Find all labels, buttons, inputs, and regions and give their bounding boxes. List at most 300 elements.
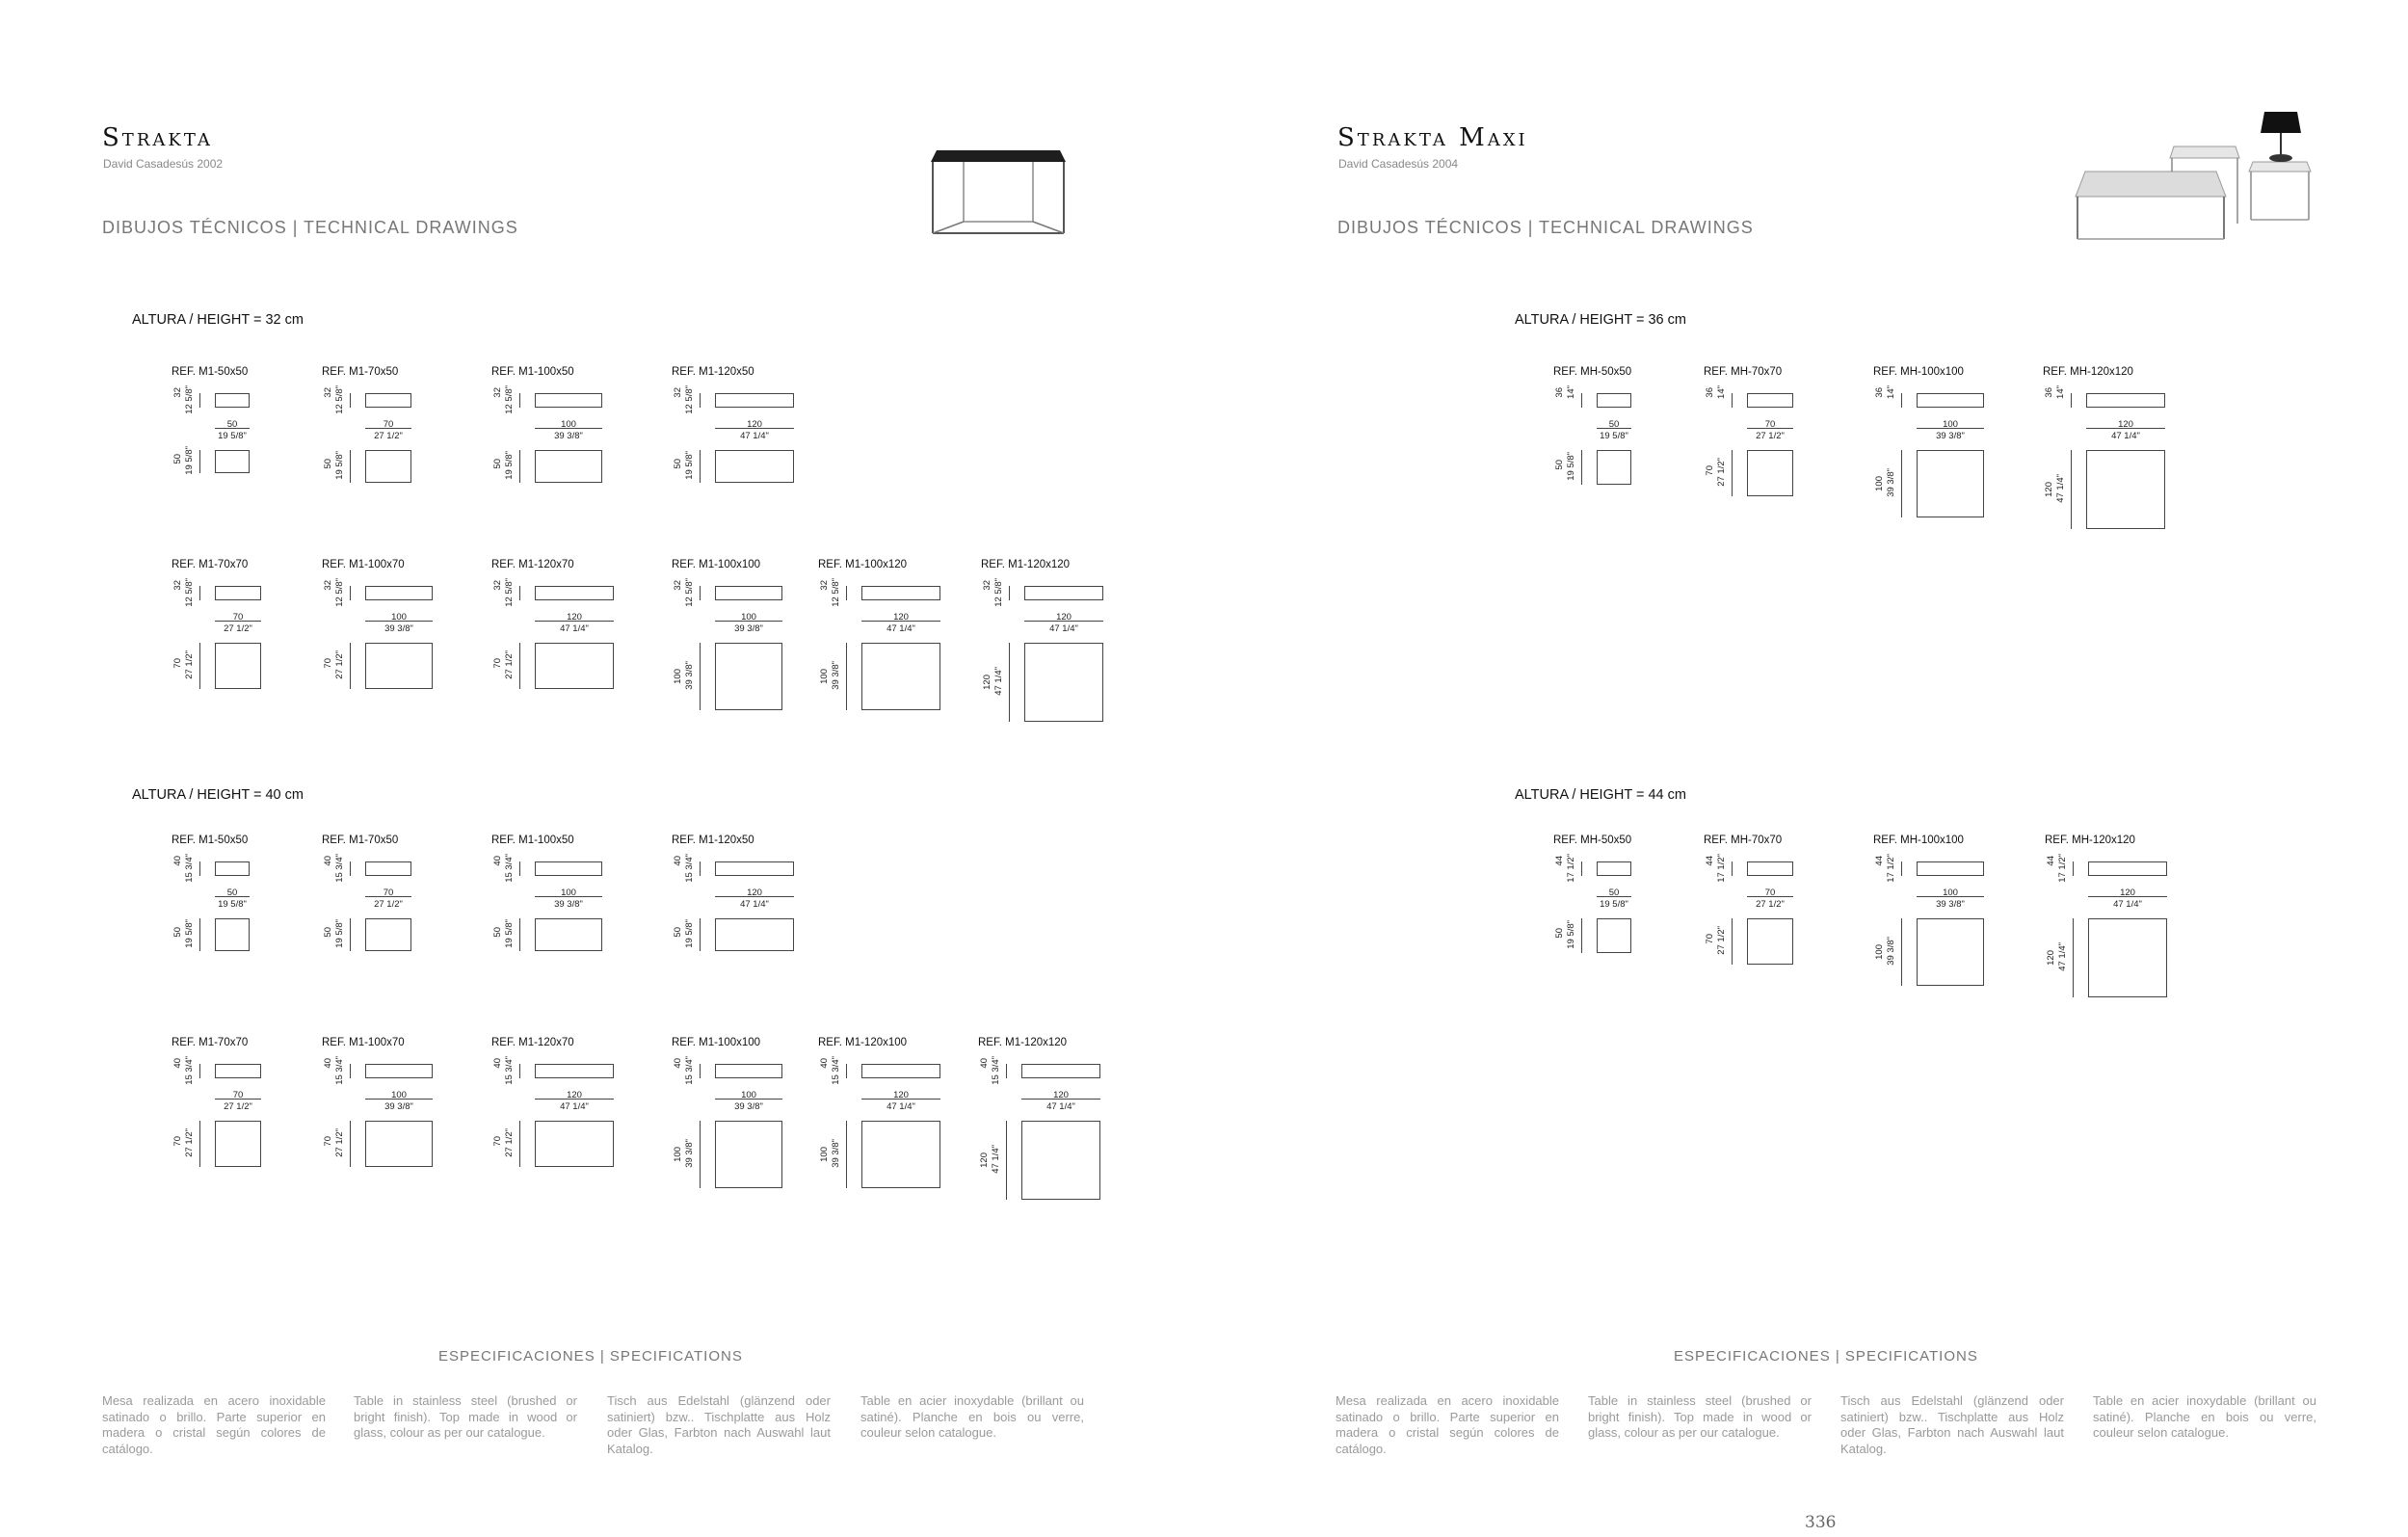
width-cm-label: 120 (567, 612, 582, 623)
depth-cm-label: 50 (1554, 928, 1565, 939)
width-in-label: 47 1/4" (2111, 431, 2140, 441)
width-cm-label: 100 (561, 419, 576, 430)
drawing-item (172, 1037, 326, 1157)
height-in-label: 14" (1566, 385, 1576, 399)
width-cm-label: 100 (741, 612, 756, 623)
depth-cm-label: 120 (979, 1153, 990, 1168)
height-in-label: 15 3/4" (991, 1056, 1001, 1085)
elevation-rect (715, 1064, 782, 1078)
drawing-item (672, 1037, 826, 1168)
drawing-item (491, 835, 646, 955)
depth-cm-label: 50 (172, 927, 183, 938)
width-cm-label: 120 (893, 1090, 909, 1100)
depth-in-label: 27 1/2" (1716, 458, 1727, 487)
drawing-item (1704, 835, 1858, 955)
width-in-label: 47 1/4" (560, 623, 589, 634)
drawing-item (818, 559, 972, 690)
depth-arrow (519, 1121, 520, 1167)
elevation-rect (861, 586, 940, 600)
height-arrow (2073, 861, 2074, 876)
width-cm-label: 120 (1053, 1090, 1069, 1100)
reference-label: REF. MH-100x100 (1873, 366, 1964, 378)
plan-rect (715, 450, 794, 483)
depth-cm-label: 120 (982, 675, 992, 690)
spec-de: Tisch aus Edelstahl (glänzend oder satiniert) bzw.. Tischplatte aus Holz oder Glas, Farbton nach Auswahl laut Katalog. (607, 1393, 831, 1456)
height-in-label: 14" (1716, 385, 1727, 399)
plan-rect (2088, 918, 2167, 997)
height-arrow (519, 393, 520, 408)
width-cm-label: 70 (1764, 419, 1776, 430)
width-cm-label: 120 (893, 612, 909, 623)
reference-label: REF. M1-100x50 (491, 835, 574, 846)
height-cm-label: 32 (492, 387, 503, 398)
spec-de: Tisch aus Edelstahl (glänzend oder satiniert) bzw.. Tischplatte aus Holz oder Glas, Farbton nach Auswahl laut Katalog. (1840, 1393, 2064, 1456)
plan-rect (365, 643, 433, 689)
depth-in-label: 19 5/8" (184, 919, 195, 948)
height-in-label: 14" (2055, 385, 2066, 399)
drawing-item (1704, 366, 1858, 487)
depth-cm-label: 70 (172, 1136, 183, 1147)
elevation-rect (2086, 393, 2165, 408)
height-cm-label: 40 (673, 1058, 683, 1069)
elevation-rect (1917, 861, 1984, 876)
depth-in-label: 19 5/8" (504, 919, 515, 948)
height-in-label: 15 3/4" (334, 1056, 345, 1085)
height-in-label: 12 5/8" (184, 385, 195, 414)
width-cm-label: 70 (232, 612, 244, 623)
width-in-label: 19 5/8" (218, 431, 247, 441)
depth-cm-label: 50 (172, 454, 183, 464)
width-in-label: 47 1/4" (1046, 1101, 1075, 1112)
drawing-item (1873, 835, 2027, 966)
depth-cm-label: 100 (1874, 476, 1885, 491)
drawing-item (1553, 366, 1707, 487)
height-cm-label: 40 (979, 1058, 990, 1069)
height-in-label: 15 3/4" (684, 1056, 695, 1085)
spec-fr: Table en acier inoxydable (brillant ou satiné). Planche en bois ou verre, couleur selon catalogue. (860, 1393, 1084, 1440)
height-arrow (2071, 393, 2072, 408)
height-arrow (1009, 586, 1010, 600)
depth-in-label: 39 3/8" (684, 661, 695, 690)
width-in-label: 27 1/2" (224, 623, 252, 634)
spec-fr: Table en acier inoxydable (brillant ou satiné). Planche en bois ou verre, couleur selon catalogue. (2093, 1393, 2316, 1440)
depth-cm-label: 100 (819, 1147, 830, 1162)
drawing-item (322, 1037, 476, 1157)
elevation-rect (535, 1064, 614, 1078)
height-arrow (519, 586, 520, 600)
width-in-label: 39 3/8" (1936, 431, 1965, 441)
depth-arrow (199, 1121, 200, 1167)
drawing-item (172, 559, 326, 679)
width-in-label: 27 1/2" (374, 899, 403, 910)
page-title-strakta: Strakta (102, 123, 213, 152)
height-arrow (700, 861, 701, 876)
depth-in-label: 27 1/2" (184, 650, 195, 679)
elevation-rect (1597, 393, 1631, 408)
depth-arrow (846, 1121, 847, 1188)
drawing-item (1873, 366, 2027, 497)
plan-rect (535, 450, 602, 483)
plan-rect (715, 918, 794, 951)
reference-label: REF. M1-100x70 (322, 559, 405, 570)
elevation-rect (2088, 861, 2167, 876)
plan-rect (365, 450, 411, 483)
spec-es: Mesa realizada en acero inoxidable satinado o brillo. Parte superior en madera o cristal según colores de catálogo. (1336, 1393, 1559, 1456)
height-cm-label: 40 (673, 856, 683, 866)
drawing-item (172, 366, 326, 487)
height-in-label: 14" (1886, 385, 1896, 399)
elevation-rect (715, 861, 794, 876)
height-arrow (199, 586, 200, 600)
width-in-label: 27 1/2" (1756, 431, 1785, 441)
depth-arrow (1006, 1121, 1007, 1200)
depth-arrow (700, 450, 701, 483)
spec-en: Table in stainless steel (brushed or bright finish). Top made in wood or glass, colour as per our catalogue. (1588, 1393, 1812, 1440)
width-cm-label: 120 (1056, 612, 1072, 623)
height-in-label: 12 5/8" (504, 578, 515, 607)
strakta-table-photo (925, 145, 1072, 241)
depth-in-label: 47 1/4" (2055, 474, 2066, 503)
drawing-item (491, 1037, 646, 1157)
width-in-label: 27 1/2" (224, 1101, 252, 1112)
drawing-item (981, 559, 1135, 696)
reference-label: REF. MH-70x70 (1704, 366, 1783, 378)
height-cm-label: 40 (323, 1058, 333, 1069)
plan-rect (1747, 918, 1793, 965)
reference-label: REF. M1-100x50 (491, 366, 574, 378)
height-cm-label: 36 (1705, 387, 1715, 398)
drawing-item (818, 1037, 972, 1168)
width-cm-label: 50 (226, 888, 238, 898)
designer-credit: David Casadesús 2002 (103, 157, 224, 171)
height-label-40: ALTURA / HEIGHT = 40 cm (132, 787, 304, 803)
height-cm-label: 44 (1874, 856, 1885, 866)
depth-cm-label: 50 (1554, 460, 1565, 470)
reference-label: REF. M1-120x120 (981, 559, 1071, 570)
height-arrow (1581, 861, 1582, 876)
width-in-label: 39 3/8" (554, 899, 583, 910)
height-in-label: 12 5/8" (831, 578, 841, 607)
height-cm-label: 32 (323, 580, 333, 591)
technical-drawings-heading: DIBUJOS TÉCNICOS | TECHNICAL DRAWINGS (102, 218, 518, 237)
width-cm-label: 70 (383, 888, 394, 898)
height-arrow (700, 393, 701, 408)
plan-rect (1747, 450, 1793, 496)
depth-in-label: 39 3/8" (831, 1139, 841, 1168)
plan-rect (535, 1121, 614, 1167)
elevation-rect (215, 586, 261, 600)
height-arrow (199, 393, 200, 408)
height-cm-label: 32 (323, 387, 333, 398)
drawing-item (672, 366, 826, 487)
depth-arrow (1732, 450, 1733, 496)
height-cm-label: 32 (819, 580, 830, 591)
depth-in-label: 19 5/8" (1566, 452, 1576, 481)
plan-rect (1917, 450, 1984, 517)
drawing-item (672, 835, 826, 955)
reference-label: REF. M1-70x50 (322, 366, 399, 378)
height-cm-label: 32 (673, 580, 683, 591)
depth-in-label: 27 1/2" (334, 650, 345, 679)
depth-arrow (1901, 450, 1902, 517)
width-in-label: 47 1/4" (886, 623, 915, 634)
width-in-label: 19 5/8" (1600, 431, 1628, 441)
depth-arrow (1581, 918, 1582, 953)
height-cm-label: 36 (2044, 387, 2054, 398)
width-in-label: 39 3/8" (384, 623, 413, 634)
depth-arrow (519, 918, 520, 951)
width-cm-label: 120 (747, 419, 762, 430)
elevation-rect (365, 1064, 433, 1078)
width-cm-label: 120 (567, 1090, 582, 1100)
height-cm-label: 40 (323, 856, 333, 866)
width-in-label: 47 1/4" (886, 1101, 915, 1112)
plan-rect (365, 918, 411, 951)
elevation-rect (1021, 1064, 1100, 1078)
depth-arrow (1009, 643, 1010, 722)
depth-cm-label: 120 (2046, 950, 2056, 966)
depth-in-label: 47 1/4" (993, 667, 1004, 696)
height-arrow (700, 586, 701, 600)
height-arrow (350, 393, 351, 408)
elevation-rect (715, 393, 794, 408)
specifications-heading: ESPECIFICACIONES | SPECIFICATIONS (438, 1348, 743, 1365)
height-in-label: 12 5/8" (504, 385, 515, 414)
height-cm-label: 32 (982, 580, 992, 591)
depth-arrow (700, 918, 701, 951)
elevation-rect (1024, 586, 1103, 600)
elevation-rect (1747, 861, 1793, 876)
page-number: 336 (1805, 1513, 1837, 1532)
height-cm-label: 32 (673, 387, 683, 398)
plan-rect (1917, 918, 1984, 986)
depth-cm-label: 70 (323, 1136, 333, 1147)
plan-rect (861, 1121, 940, 1188)
height-cm-label: 40 (819, 1058, 830, 1069)
elevation-rect (535, 586, 614, 600)
height-cm-label: 40 (492, 856, 503, 866)
height-cm-label: 36 (1874, 387, 1885, 398)
width-cm-label: 100 (1943, 888, 1958, 898)
reference-label: REF. M1-120x50 (672, 366, 754, 378)
height-label-44: ALTURA / HEIGHT = 44 cm (1515, 787, 1686, 803)
depth-cm-label: 100 (1874, 944, 1885, 960)
depth-arrow (700, 1121, 701, 1188)
width-cm-label: 100 (1943, 419, 1958, 430)
depth-cm-label: 70 (492, 658, 503, 669)
depth-arrow (1581, 450, 1582, 485)
width-cm-label: 100 (561, 888, 576, 898)
elevation-rect (535, 861, 602, 876)
height-arrow (1732, 861, 1733, 876)
depth-in-label: 19 5/8" (184, 446, 195, 475)
depth-in-label: 27 1/2" (184, 1128, 195, 1157)
depth-arrow (846, 643, 847, 710)
height-arrow (199, 1064, 200, 1078)
depth-cm-label: 100 (673, 669, 683, 684)
drawing-item (322, 559, 476, 679)
width-in-label: 39 3/8" (734, 623, 763, 634)
elevation-rect (215, 1064, 261, 1078)
depth-arrow (350, 643, 351, 689)
drawing-item (978, 1037, 1132, 1174)
plan-rect (215, 643, 261, 689)
depth-in-label: 27 1/2" (504, 1128, 515, 1157)
elevation-rect (1747, 393, 1793, 408)
reference-label: REF. M1-70x70 (172, 1037, 249, 1048)
plan-rect (715, 1121, 782, 1188)
height-in-label: 15 3/4" (184, 1056, 195, 1085)
height-arrow (519, 861, 520, 876)
height-cm-label: 32 (172, 580, 183, 591)
height-cm-label: 44 (2046, 856, 2056, 866)
depth-arrow (519, 450, 520, 483)
plan-rect (2086, 450, 2165, 529)
height-in-label: 15 3/4" (831, 1056, 841, 1085)
depth-in-label: 19 5/8" (684, 919, 695, 948)
height-cm-label: 44 (1705, 856, 1715, 866)
reference-label: REF. M1-120x70 (491, 559, 574, 570)
drawing-item (172, 835, 326, 955)
elevation-rect (1917, 393, 1984, 408)
reference-label: REF. M1-120x100 (818, 1037, 908, 1048)
depth-arrow (1901, 918, 1902, 986)
reference-label: REF. M1-50x50 (172, 366, 249, 378)
reference-label: REF. M1-70x70 (172, 559, 249, 570)
reference-label: REF. M1-50x50 (172, 835, 249, 846)
drawing-item (2043, 366, 2197, 503)
drawing-item (491, 366, 646, 487)
width-cm-label: 100 (741, 1090, 756, 1100)
specifications-heading: ESPECIFICACIONES | SPECIFICATIONS (1674, 1348, 1978, 1365)
reference-label: REF. M1-100x100 (672, 559, 761, 570)
width-cm-label: 100 (391, 612, 407, 623)
height-in-label: 15 3/4" (684, 854, 695, 883)
depth-in-label: 47 1/4" (991, 1145, 1001, 1174)
drawing-item (2045, 835, 2199, 971)
depth-cm-label: 120 (2044, 482, 2054, 497)
height-arrow (1901, 861, 1902, 876)
width-cm-label: 50 (1608, 888, 1620, 898)
plan-rect (1024, 643, 1103, 722)
height-arrow (846, 586, 847, 600)
width-in-label: 19 5/8" (218, 899, 247, 910)
elevation-rect (1597, 861, 1631, 876)
width-in-label: 39 3/8" (734, 1101, 763, 1112)
width-in-label: 39 3/8" (384, 1101, 413, 1112)
width-in-label: 47 1/4" (560, 1101, 589, 1112)
height-in-label: 17 1/2" (1886, 854, 1896, 883)
depth-arrow (199, 643, 200, 689)
depth-arrow (199, 918, 200, 951)
width-cm-label: 70 (1764, 888, 1776, 898)
page-title-strakta-maxi: Strakta Maxi (1337, 123, 1528, 152)
depth-cm-label: 50 (323, 927, 333, 938)
depth-in-label: 39 3/8" (1886, 468, 1896, 497)
depth-in-label: 19 5/8" (504, 451, 515, 480)
depth-cm-label: 70 (323, 658, 333, 669)
drawing-item (672, 559, 826, 690)
drawing-item (322, 835, 476, 955)
spec-es: Mesa realizada en acero inoxidable satinado o brillo. Parte superior en madera o cristal según colores de catálogo. (102, 1393, 326, 1456)
plan-rect (535, 918, 602, 951)
plan-rect (1021, 1121, 1100, 1200)
height-cm-label: 40 (172, 856, 183, 866)
depth-in-label: 27 1/2" (1716, 926, 1727, 955)
width-in-label: 47 1/4" (2113, 899, 2142, 910)
depth-cm-label: 70 (172, 658, 183, 669)
width-in-label: 47 1/4" (1049, 623, 1078, 634)
plan-rect (535, 643, 614, 689)
depth-arrow (700, 643, 701, 710)
height-arrow (350, 861, 351, 876)
width-in-label: 19 5/8" (1600, 899, 1628, 910)
reference-label: REF. M1-100x120 (818, 559, 908, 570)
depth-cm-label: 100 (673, 1147, 683, 1162)
depth-in-label: 39 3/8" (684, 1139, 695, 1168)
elevation-rect (365, 586, 433, 600)
depth-in-label: 19 5/8" (334, 451, 345, 480)
spec-en: Table in stainless steel (brushed or bright finish). Top made in wood or glass, colour as per our catalogue. (354, 1393, 577, 1440)
drawing-item (1553, 835, 1707, 955)
elevation-rect (861, 1064, 940, 1078)
height-in-label: 12 5/8" (334, 385, 345, 414)
reference-label: REF. M1-70x50 (322, 835, 399, 846)
width-cm-label: 50 (226, 419, 238, 430)
width-cm-label: 120 (2118, 419, 2133, 430)
technical-drawings-heading: DIBUJOS TÉCNICOS | TECHNICAL DRAWINGS (1337, 218, 1754, 237)
depth-cm-label: 50 (492, 459, 503, 469)
reference-label: REF. M1-120x120 (978, 1037, 1068, 1048)
height-in-label: 15 3/4" (334, 854, 345, 883)
width-cm-label: 70 (383, 419, 394, 430)
height-cm-label: 44 (1554, 856, 1565, 866)
depth-cm-label: 70 (1705, 934, 1715, 944)
height-label-36: ALTURA / HEIGHT = 36 cm (1515, 312, 1686, 328)
depth-in-label: 39 3/8" (831, 661, 841, 690)
height-in-label: 17 1/2" (2057, 854, 2068, 883)
height-arrow (700, 1064, 701, 1078)
height-label-32: ALTURA / HEIGHT = 32 cm (132, 312, 304, 328)
height-in-label: 12 5/8" (684, 578, 695, 607)
plan-rect (715, 643, 782, 710)
height-in-label: 15 3/4" (504, 854, 515, 883)
height-arrow (350, 1064, 351, 1078)
plan-rect (1597, 450, 1631, 485)
depth-arrow (199, 450, 200, 473)
height-in-label: 17 1/2" (1566, 854, 1576, 883)
elevation-rect (535, 393, 602, 408)
width-in-label: 47 1/4" (740, 899, 769, 910)
height-in-label: 17 1/2" (1716, 854, 1727, 883)
reference-label: REF. MH-70x70 (1704, 835, 1783, 846)
elevation-rect (215, 393, 250, 408)
depth-arrow (2073, 918, 2074, 997)
plan-rect (861, 643, 940, 710)
depth-in-label: 19 5/8" (1566, 920, 1576, 949)
plan-rect (365, 1121, 433, 1167)
depth-arrow (350, 918, 351, 951)
depth-cm-label: 70 (1705, 465, 1715, 476)
depth-in-label: 19 5/8" (334, 919, 345, 948)
elevation-rect (365, 393, 411, 408)
plan-rect (215, 450, 250, 473)
height-in-label: 15 3/4" (504, 1056, 515, 1085)
height-cm-label: 36 (1554, 387, 1565, 398)
reference-label: REF. M1-120x70 (491, 1037, 574, 1048)
depth-cm-label: 50 (492, 927, 503, 938)
reference-label: REF. MH-100x100 (1873, 835, 1964, 846)
